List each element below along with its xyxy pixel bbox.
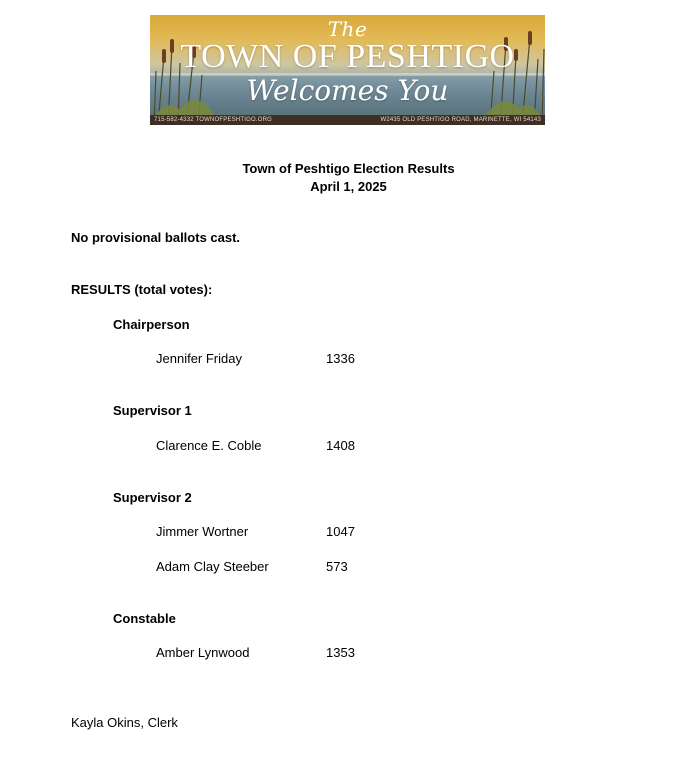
banner-welcome-text: Welcomes You bbox=[246, 74, 449, 107]
banner-address: W2435 OLD PESHTIGO ROAD, MARINETTE, WI 54143 bbox=[380, 117, 541, 123]
candidate-name: Adam Clay Steeber bbox=[156, 559, 269, 574]
candidate-votes: 1047 bbox=[326, 524, 355, 539]
banner-town-text: TOWN OF PESHTIGO bbox=[180, 38, 515, 75]
clerk-signature: Kayla Okins, Clerk bbox=[71, 715, 178, 730]
town-banner bbox=[150, 15, 545, 125]
candidate-name: Amber Lynwood bbox=[156, 645, 250, 660]
results-heading: RESULTS (total votes): bbox=[71, 282, 213, 297]
office-heading: Supervisor 1 bbox=[113, 403, 192, 418]
candidate-votes: 1336 bbox=[326, 351, 355, 366]
candidate-name: Clarence E. Coble bbox=[156, 438, 262, 453]
office-heading: Supervisor 2 bbox=[113, 490, 192, 505]
candidate-name: Jennifer Friday bbox=[156, 351, 242, 366]
document-title: Town of Peshtigo Election Results bbox=[242, 161, 455, 176]
banner-footer bbox=[150, 115, 545, 125]
candidate-name: Jimmer Wortner bbox=[156, 524, 249, 539]
banner-the-text: The bbox=[327, 17, 368, 41]
candidate-votes: 573 bbox=[326, 559, 348, 574]
document-date: April 1, 2025 bbox=[310, 179, 387, 194]
provisional-note: No provisional ballots cast. bbox=[71, 230, 241, 245]
candidate-votes: 1353 bbox=[326, 645, 355, 660]
banner-contact: 715-582-4332 TOWNOFPESHTIGO.ORG bbox=[154, 117, 273, 123]
office-heading: Constable bbox=[113, 611, 176, 626]
office-heading: Chairperson bbox=[113, 317, 190, 332]
candidate-votes: 1408 bbox=[326, 438, 355, 453]
